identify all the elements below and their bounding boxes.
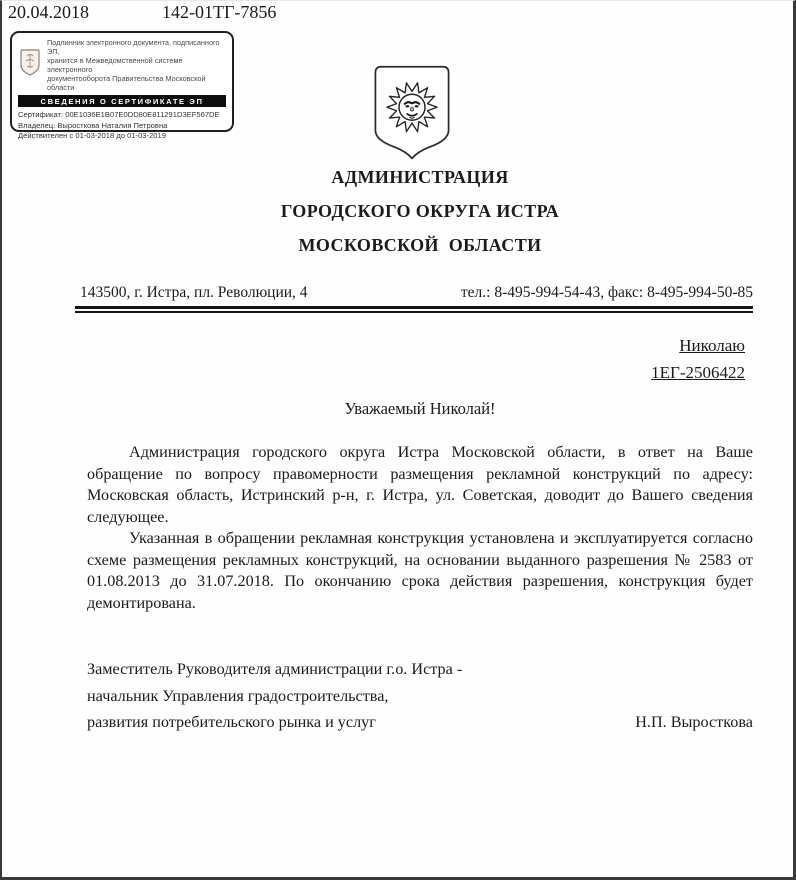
document-date: 20.04.2018 [8,2,89,22]
org-name-line2: ГОРОДСКОГО ОКРУГА ИСТРА [280,201,560,221]
stamp-certificate-title: СВЕДЕНИЯ О СЕРТИФИКАТЕ ЭП [18,95,226,107]
e-signature-stamp [10,31,234,140]
stamp-description: Подлинник электронного документа, подписанного ЭП, хранится в Межведомственной системе электронного документооборота Правительства Московской области [47,38,220,92]
recipient-reference: 1ЕГ-2506422 [651,363,745,382]
header-divider [75,306,753,313]
signer-position-line3: развития потребительского рынка и услуг [87,713,376,731]
stamp-certificate-details [18,110,226,142]
signer-position-line2: начальник Управления градостроительства, [87,686,389,705]
postal-address: 143500, г. Истра, пл. Революции, 4 [80,284,308,301]
phone-fax: тел.: 8-495-994-54-43, факс: 8-495-994-50-85 [460,284,753,301]
salutation: Уважаемый Николай! [344,399,496,418]
signature-block [87,656,753,736]
stamp-header [18,38,226,92]
signer-position-line1: Заместитель Руководителя администрации г.о. Истра - [87,660,463,678]
istra-coat-of-arms-icon [368,61,456,170]
stamp-owner: Владелец: Выросткова Наталия Петровна [18,120,168,130]
org-name-line1: АДМИНИСТРАЦИЯ [331,167,509,187]
body-paragraph-2: Указанная в обращении рекламная конструкция установлена и эксплуатируется согласно схеме размещения рекламных конструкций, на основании выданного разрешения № 2583 от 01.08.2013 до 31.07.2018. По окончанию срока действия разрешения, конструкция будет демонтирована. [87,529,753,612]
recipient-block [651,332,745,386]
org-name-line3: МОСКОВСКОЙ ОБЛАСТИ [298,235,542,255]
document-number: 142-01ТГ-7856 [162,2,277,22]
contact-row [80,284,753,302]
moscow-region-coat-of-arms-icon [18,48,42,83]
signer-name: Н.П. Выросткова [635,713,753,731]
stamp-certificate-number: Сертификат: 00E1036E1B07E0DD80E811291D3EF567DE [18,110,220,119]
signature-row [87,709,753,736]
letter-body [87,442,753,614]
stamp-validity: Действителен с 01-03-2018 до 01-03-2019 [18,131,166,140]
organization-name [42,167,796,269]
body-paragraph-1: Администрация городского округа Истра Московской области, в ответ на Ваше обращение по вопросу правомерности размещения рекламной конструкций по адресу: Московская область, Истринский р-н, г. Истра, ул. Советская, доводит до Вашего сведения следующее. [87,443,753,526]
recipient-name: Николаю [679,336,745,355]
